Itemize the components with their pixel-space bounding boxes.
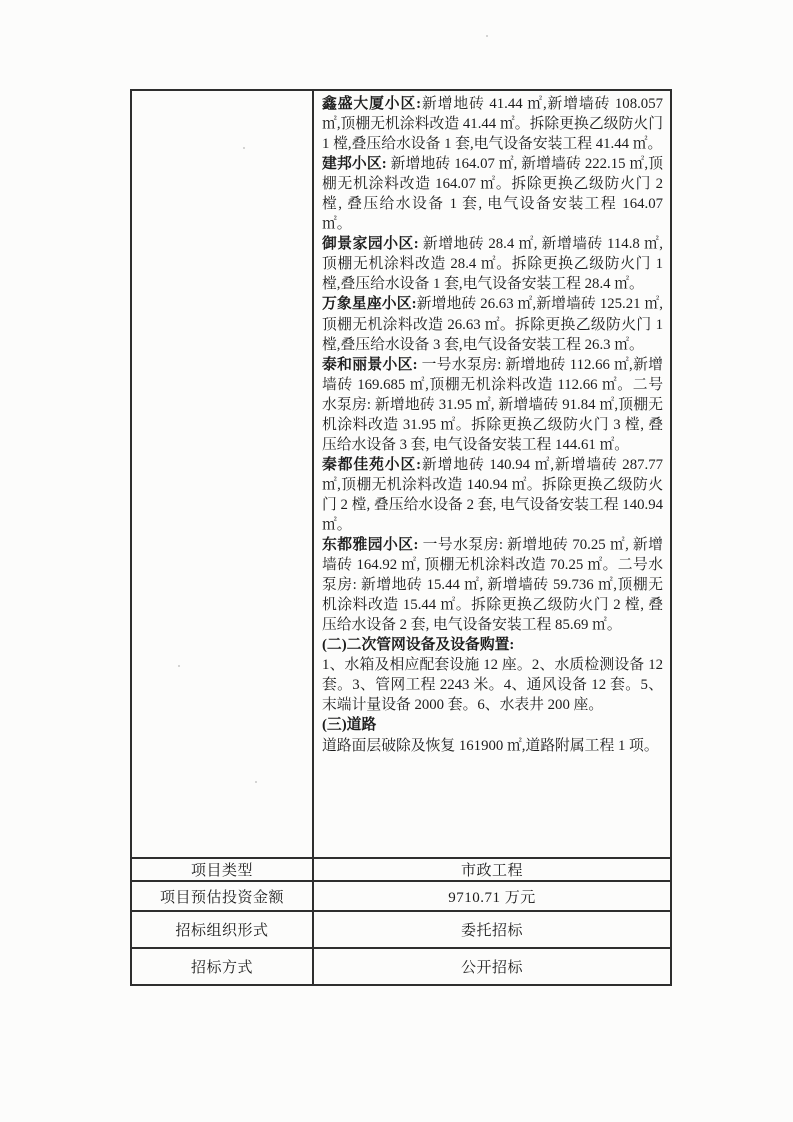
paragraph-lead: 鑫盛大厦小区: [322,96,422,112]
paragraph-lead: 秦都佳苑小区: [322,456,422,473]
paragraph-qindu-jiayuan [322,455,663,535]
scan-speck [243,147,245,149]
paragraph-lead: 泰和丽景小区: [322,356,418,373]
paragraph-wanxiang-xingzuo [322,294,663,354]
paragraph-jianbang [322,154,663,234]
paragraph-body: 新增地砖 28.4 ㎡, 新增墙砖 114.8 ㎡,顶棚无机涂料改造 28.4 ㎡。拆除更换乙级防火门 1 樘,叠压给水设备 1 套,电气设备安装工程 28.4 ㎡。 [322,236,663,293]
scan-speck [255,781,257,783]
paragraph-lead: 万象星座小区: [322,296,417,313]
field-value: 9710.71 万元 [448,889,536,906]
row-project-type [132,857,670,880]
field-label: 招标组织形式 [132,912,314,947]
row-bid-method [132,947,670,984]
paragraph-body: 新增地砖 140.94 ㎡,新增墙砖 287.77 ㎡,顶棚无机涂料改造 140.94 ㎡。拆除更换乙级防火门 2 樘, 叠压给水设备 2 套, 电气设备安装工程 140.94 ㎡。 [322,456,663,533]
project-info-table [130,89,672,986]
field-value: 委托招标 [460,923,523,939]
paragraph-body: 新增地砖 164.07 ㎡, 新增墙砖 222.15 ㎡,顶棚无机涂料改造 164.07 ㎡。拆除更换乙级防火门 2 樘, 叠压给水设备 1 套, 电气设备安装工程 164.07 ㎡。 [322,156,663,233]
paragraph-dongdu-yayuan [322,535,663,635]
paragraph-xinsheng-daxia [322,94,663,154]
row-bid-organization-form [132,910,670,947]
scan-speck [178,665,180,667]
heading-text: (二)二次管网设备及设备购置: [322,637,515,654]
field-label: 项目类型 [132,859,314,880]
paragraph-taihe-lijing [322,355,663,455]
project-scope-cell [314,91,670,857]
empty-label-cell [132,91,314,857]
field-label: 项目预估投资金额 [132,882,314,910]
paragraph-body: 1、水箱及相应配套设施 12 座。2、水质检测设备 12 套。3、管网工程 2243 米。4、通风设备 12 套。5、末端计量设备 2000 套。6、水表井 200 座。 [322,657,663,714]
row-estimated-investment [132,880,670,910]
paragraph-body: 一号水泵房: 新增地砖 112.66 ㎡,新增墙砖 169.685 ㎡,顶棚无机涂料改造 112.66 ㎡。二号水泵房: 新增地砖 31.95 ㎡, 新增墙砖 91.84 ㎡,顶棚无机涂料改造 31.95 ㎡。拆除更换乙级防火门 3 樘, 叠压给水设备 3 套, 电气设备安装工程 144.61 ㎡。 [322,356,663,453]
scan-speck [486,35,488,37]
paragraph-body: 新增地砖 26.63 ㎡,新增墙砖 125.21 ㎡,顶棚无机涂料改造 26.63 ㎡。拆除更换乙级防火门 1 樘,叠压给水设备 3 套,电气设备安装工程 26.3 ㎡。 [322,296,663,353]
paragraph-road-works [322,736,663,756]
heading-secondary-network [322,635,663,655]
paragraph-yujing-jiayuan [322,234,663,294]
field-value: 市政工程 [460,863,523,879]
heading-road [322,715,663,735]
field-value: 公开招标 [460,960,523,976]
paragraph-body: 道路面层破除及恢复 161900 ㎡,道路附属工程 1 项。 [322,737,659,754]
project-content-row [132,91,670,857]
heading-text: (三)道路 [322,717,377,734]
paragraph-body: 一号水泵房: 新增地砖 70.25 ㎡, 新增墙砖 164.92 ㎡, 顶棚无机涂料改造 70.25 ㎡。二号水泵房: 新增地砖 15.44 ㎡, 新增墙砖 59.736 ㎡,顶棚无机涂料改造 15.44 ㎡。拆除更换乙级防火门 2 樘, 叠压给水设备 2 套, 电气设备安装工程 85.69 ㎡。 [322,537,663,634]
paragraph-lead: 东都雅园小区: [322,537,419,554]
paragraph-body: 新增地砖 41.44 ㎡,新增墙砖 108.057 ㎡,顶棚无机涂料改造 41.44 ㎡。拆除更换乙级防火门 1 樘,叠压给水设备 1 套,电气设备安装工程 41.44 ㎡。 [322,96,663,153]
field-label: 招标方式 [132,949,314,984]
paragraph-lead: 建邦小区: [322,156,387,173]
paragraph-secondary-network-items [322,655,663,715]
paragraph-lead: 御景家园小区: [322,236,419,253]
